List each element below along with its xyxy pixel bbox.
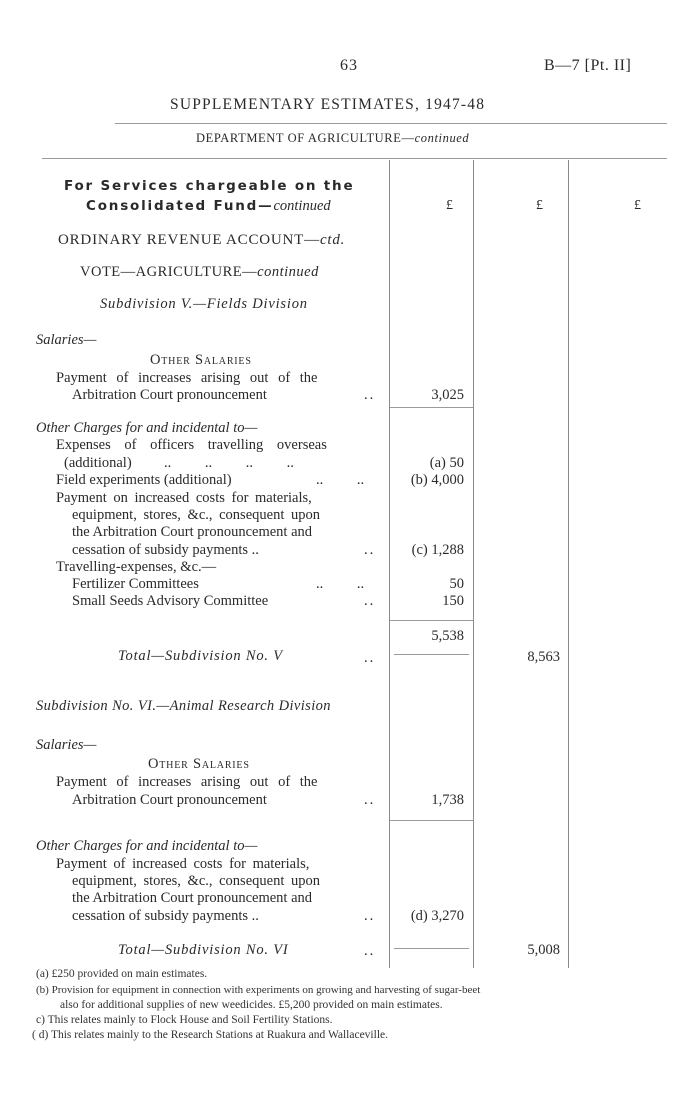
- footnote-a: (a) £250 provided on main estimates.: [36, 968, 208, 980]
- sub-vi-salaries-label: Salaries—: [36, 737, 97, 753]
- department-name: DEPARTMENT OF AGRICULTURE—: [196, 131, 415, 145]
- column-divider-1: [389, 160, 390, 968]
- sub-vi-payment-dots: ..: [364, 908, 376, 924]
- sub-v-expenses-value: (a) 50: [429, 455, 464, 471]
- sub-v-salary-item-text1: Payment of increases arising out of the: [56, 370, 318, 386]
- sub-v-salary-item-line2: Arbitration Court pronouncement: [72, 387, 267, 403]
- footnote-b-line2: also for additional supplies of new weedicides. £5,200 provided on main estimates.: [60, 999, 443, 1011]
- sub-v-seeds-line: Small Seeds Advisory Committee: [72, 593, 269, 609]
- sub-v-salary-dots: ..: [364, 387, 376, 403]
- document-reference: B—7 [Pt. II]: [544, 57, 632, 74]
- sub-v-expenses-line2: (additional): [64, 455, 132, 471]
- top-rule: [115, 123, 667, 124]
- sub-v-fertilizer-value: 50: [449, 576, 464, 592]
- sub-vi-charges-label: Other Charges for and incidental to—: [36, 838, 258, 854]
- sub-v-payment-line2: equipment, stores, &c., consequent upon: [72, 507, 320, 523]
- column-divider-3: [568, 160, 569, 968]
- vote-label: VOTE—AGRICULTURE—: [80, 264, 258, 280]
- sub-v-other-salaries: Other Salaries: [150, 352, 252, 368]
- page-title: SUPPLEMENTARY ESTIMATES, 1947-48: [170, 96, 486, 113]
- footnote-d: ( d) This relates mainly to the Research Stations at Ruakura and Wallaceville.: [32, 1029, 389, 1041]
- sub-v-charges-rule: [390, 620, 473, 621]
- fund-heading-continued: continued: [273, 198, 331, 214]
- account-label: ORDINARY REVENUE ACCOUNT—: [58, 232, 320, 248]
- department-heading: [196, 131, 469, 146]
- sub-vi-total-dots: ..: [364, 943, 376, 959]
- fund-heading-line2: [86, 197, 331, 215]
- page-number: 63: [340, 57, 358, 74]
- sub-v-seeds-value: 150: [442, 593, 464, 609]
- sub-v-subtotal-rule: [394, 654, 469, 655]
- sub-v-seeds-dots: ..: [364, 593, 376, 609]
- sub-v-salary-rule: [390, 407, 473, 408]
- sub-vi-subtotal-rule: [394, 948, 469, 949]
- column-1-currency: £: [446, 198, 453, 213]
- sub-vi-payment-line2: equipment, stores, &c., consequent upon: [72, 873, 320, 889]
- sub-vi-payment-line4: cessation of subsidy payments ..: [72, 908, 259, 924]
- sub-vi-payment-line1: Payment of increased costs for materials,: [56, 856, 310, 872]
- sub-v-payment-line1: Payment on increased costs for materials,: [56, 490, 312, 506]
- sub-vi-payment-line3: the Arbitration Court pronouncement and: [72, 890, 313, 906]
- sub-v-salary-value: 3,025: [431, 387, 464, 403]
- sub-vi-salary-dots: ..: [364, 792, 376, 808]
- sub-v-payment-dots: ..: [364, 542, 376, 558]
- fund-heading-line1: For Services chargeable on the: [64, 178, 355, 194]
- sub-v-expenses-dots: .. .. .. ..: [164, 455, 294, 471]
- sub-v-payment-value: (c) 1,288: [411, 542, 464, 558]
- sub-vi-total-label: Total—Subdivision No. VI: [118, 942, 289, 958]
- column-divider-2: [473, 160, 474, 968]
- sub-v-field-line: Field experiments (additional): [56, 472, 232, 488]
- sub-v-field-value: (b) 4,000: [410, 472, 464, 488]
- column-2-currency: £: [536, 198, 543, 213]
- sub-vi-total-value: 5,008: [527, 942, 560, 958]
- sub-v-salaries-label: Salaries—: [36, 332, 97, 348]
- sub-v-fertilizer-dots: .. ..: [316, 576, 365, 592]
- sub-vi-salary-item-line1: Payment of increases arising out of the: [56, 774, 318, 790]
- sub-vi-salary-item-line2: Arbitration Court pronouncement: [72, 792, 267, 808]
- footnote-c: c) This relates mainly to Flock House and Soil Fertility Stations.: [36, 1014, 333, 1026]
- department-continued: continued: [414, 131, 470, 145]
- sub-v-total-label: Total—Subdivision No. V: [118, 648, 283, 664]
- sub-v-charges-label: Other Charges for and incidental to—: [36, 420, 258, 436]
- sub-v-total-value: 8,563: [527, 649, 560, 665]
- footnote-b-line1: (b) Provision for equipment in connection with experiments on growing and harvesting of sugar-beet: [36, 984, 481, 996]
- account-continued: ctd.: [319, 232, 346, 248]
- vote-continued: continued: [257, 264, 319, 280]
- subdivision-v-heading: Subdivision V.—Fields Division: [100, 296, 308, 312]
- sub-v-travel-line: Travelling-expenses, &c.—: [56, 559, 217, 575]
- vote-heading: [80, 264, 319, 281]
- sub-v-payment-line4: cessation of subsidy payments ..: [72, 542, 259, 558]
- account-heading: [58, 232, 345, 249]
- sub-v-subtotal: 5,538: [431, 628, 464, 644]
- header-rule: [42, 158, 667, 159]
- sub-v-total-dots: ..: [364, 650, 376, 666]
- sub-v-expenses-line1: Expenses of officers travelling overseas: [56, 437, 327, 453]
- sub-v-field-dots: .. ..: [316, 472, 365, 488]
- sub-v-salary-item-line1: [56, 370, 380, 387]
- sub-v-fertilizer-line: Fertilizer Committees: [72, 576, 199, 592]
- sub-vi-salary-rule: [390, 820, 473, 821]
- sub-vi-salary-value: 1,738: [431, 792, 464, 808]
- sub-v-payment-line3: the Arbitration Court pronouncement and: [72, 524, 313, 540]
- fund-heading-label: Consolidated Fund—: [86, 198, 274, 214]
- subdivision-vi-heading: Subdivision No. VI.—Animal Research Division: [36, 698, 331, 714]
- sub-vi-payment-value: (d) 3,270: [410, 908, 464, 924]
- column-3-currency: £: [634, 198, 641, 213]
- sub-vi-other-salaries: Other Salaries: [148, 756, 250, 772]
